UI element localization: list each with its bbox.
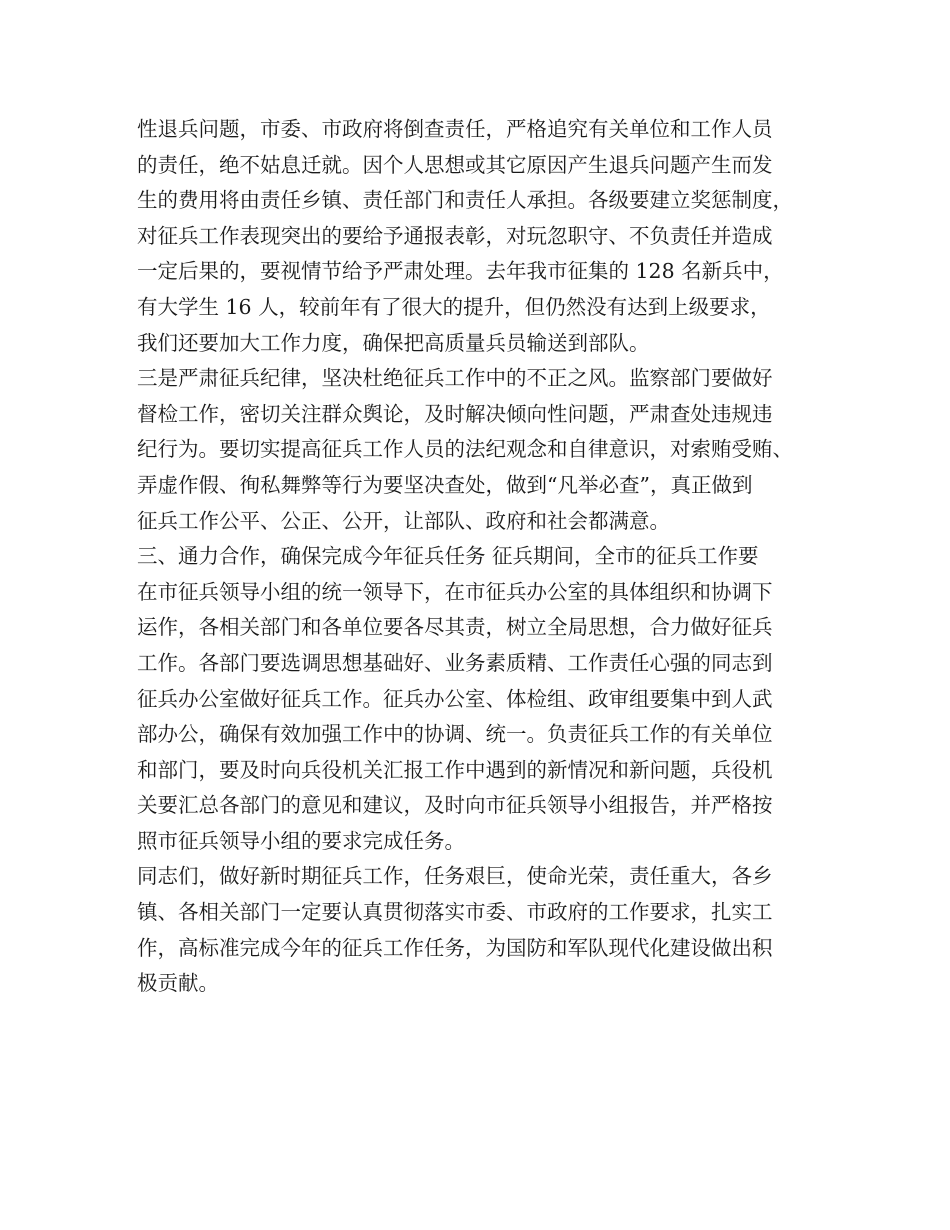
text-line: 弄虚作假、徇私舞弊等行为要坚决查处，做到“凡举必查”，真正做到 (137, 472, 753, 497)
text-line: 一定后果的，要视情节给予严肃处理。去年我市征集的 128 名新兵中， (137, 259, 784, 284)
text-line: 三、通力合作，确保完成今年征兵任务 征兵期间，全市的征兵工作要 (137, 544, 759, 569)
text-line: 在市征兵领导小组的统一领导下，在市征兵办公室的具体组织和协调下 (137, 579, 773, 604)
text-line: 生的费用将由责任乡镇、责任部门和责任人承担。各级要建立奖惩制度， (137, 188, 793, 213)
text-line: 镇、各相关部门一定要认真贯彻落实市委、市政府的工作要求，扎实工 (137, 900, 773, 925)
text-line: 督检工作，密切关注群众舆论，及时解决倾向性问题，严肃查处违规违 (137, 401, 773, 426)
text-line: 部办公，确保有效加强工作中的协调、统一。负责征兵工作的有关单位 (137, 722, 773, 747)
text-line: 对征兵工作表现突出的要给予通报表彰，对玩忽职守、不负责任并造成 (137, 223, 773, 248)
body-text (137, 112, 837, 1002)
text-line: 关要汇总各部门的意见和建议，及时向市征兵领导小组报告，并严格按 (137, 793, 773, 818)
text-line: 极贡献。 (137, 971, 219, 996)
text-line: 和部门，要及时向兵役机关汇报工作中遇到的新情况和新问题，兵役机 (137, 757, 773, 782)
text-line: 的责任，绝不姑息迁就。因个人思想或其它原因产生退兵问题产生而发 (137, 152, 773, 177)
text-line: 征兵工作公平、公正、公开，让部队、政府和社会都满意。 (137, 508, 670, 533)
text-line: 运作，各相关部门和各单位要各尽其责，树立全局思想，合力做好征兵 (137, 615, 773, 640)
text-line: 征兵办公室做好征兵工作。征兵办公室、体检组、政审组要集中到人武 (137, 686, 773, 711)
text-line: 有大学生 16 人，较前年有了很大的提升，但仍然没有达到上级要求， (137, 294, 771, 319)
text-line: 三是严肃征兵纪律，坚决杜绝征兵工作中的不正之风。监察部门要做好 (137, 366, 773, 391)
text-line: 我们还要加大工作力度，确保把高质量兵员输送到部队。 (137, 330, 650, 355)
text-line: 照市征兵领导小组的要求完成任务。 (137, 828, 465, 853)
text-line: 工作。各部门要选调思想基础好、业务素质精、工作责任心强的同志到 (137, 650, 773, 675)
text-line: 性退兵问题，市委、市政府将倒查责任，严格追究有关单位和工作人员 (137, 117, 773, 141)
text-line: 同志们，做好新时期征兵工作，任务艰巨，使命光荣，责任重大，各乡 (137, 864, 773, 889)
text-line: 作，高标准完成今年的征兵工作任务，为国防和军队现代化建设做出积 (137, 935, 773, 960)
text-line: 纪行为。要切实提高征兵工作人员的法纪观念和自律意识，对索贿受贿、 (137, 437, 793, 462)
